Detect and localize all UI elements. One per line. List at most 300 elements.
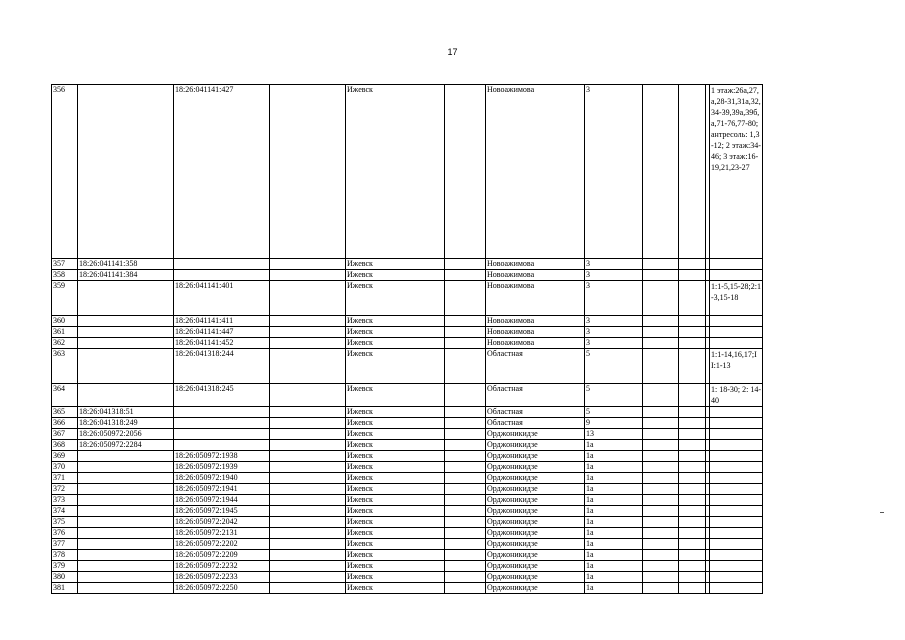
cell-city: Ижевск — [346, 440, 445, 451]
cell-cad-a — [78, 349, 174, 384]
empty-cell — [270, 572, 346, 583]
empty-cell — [445, 572, 486, 583]
cell-num: 379 — [52, 561, 78, 572]
empty-cell — [445, 495, 486, 506]
cell-city: Ижевск — [346, 338, 445, 349]
cell-house: 1а — [585, 506, 643, 517]
empty-cell — [679, 281, 706, 316]
empty-cell — [643, 429, 679, 440]
cell-rooms — [710, 270, 763, 281]
empty-cell — [445, 473, 486, 484]
empty-cell — [270, 473, 346, 484]
table-row — [52, 506, 763, 517]
cell-num: 363 — [52, 349, 78, 384]
cell-house: 1а — [585, 440, 643, 451]
cell-num: 378 — [52, 550, 78, 561]
empty-cell — [643, 484, 679, 495]
cell-rooms — [710, 539, 763, 550]
cell-cad-b — [174, 259, 270, 270]
table-row — [52, 259, 763, 270]
cell-street: Новоажимова — [486, 316, 585, 327]
empty-cell — [270, 484, 346, 495]
empty-cell — [270, 349, 346, 384]
cell-house: 3 — [585, 270, 643, 281]
empty-cell — [445, 484, 486, 495]
empty-cell — [270, 327, 346, 338]
empty-cell — [679, 484, 706, 495]
empty-cell — [270, 429, 346, 440]
cell-num: 370 — [52, 462, 78, 473]
cell-house: 1а — [585, 528, 643, 539]
cell-cad-a — [78, 338, 174, 349]
cell-street: Орджоникидзе — [486, 561, 585, 572]
empty-cell — [643, 572, 679, 583]
empty-cell — [679, 85, 706, 259]
cell-rooms: 1:1-14,16,17;II:1-13 — [710, 349, 763, 384]
table-row — [52, 270, 763, 281]
empty-cell — [445, 429, 486, 440]
cell-num: 374 — [52, 506, 78, 517]
table-row — [52, 349, 763, 384]
cell-cad-a — [78, 528, 174, 539]
empty-cell — [445, 407, 486, 418]
cell-rooms — [710, 259, 763, 270]
cell-street: Орджоникидзе — [486, 517, 585, 528]
cell-num: 368 — [52, 440, 78, 451]
table-body — [52, 85, 763, 594]
empty-cell — [643, 506, 679, 517]
cell-city: Ижевск — [346, 528, 445, 539]
cell-house: 13 — [585, 429, 643, 440]
cell-cad-a — [78, 473, 174, 484]
empty-cell — [643, 327, 679, 338]
cell-cad-a — [78, 316, 174, 327]
cell-rooms — [710, 451, 763, 462]
empty-cell — [445, 418, 486, 429]
empty-cell — [445, 327, 486, 338]
empty-cell — [679, 495, 706, 506]
cell-cad-b — [174, 440, 270, 451]
cell-city: Ижевск — [346, 349, 445, 384]
cell-house: 1а — [585, 495, 643, 506]
empty-cell — [643, 495, 679, 506]
cell-rooms — [710, 316, 763, 327]
cell-house: 5 — [585, 407, 643, 418]
cell-house: 1а — [585, 539, 643, 550]
table-row — [52, 451, 763, 462]
cell-cad-a — [78, 451, 174, 462]
cell-city: Ижевск — [346, 281, 445, 316]
cell-rooms: 1 этаж:26а,27,а,28-31,31а,32,34-39,39а,39б,а,71-76,77-80; антресоль: 1,3-12; 2 этаж:34-46; 3 этаж:16-19,21,23-27 — [710, 85, 763, 259]
cell-house: 1а — [585, 451, 643, 462]
cell-cad-b: 18:26:041141:427 — [174, 85, 270, 259]
empty-cell — [445, 550, 486, 561]
table-row — [52, 495, 763, 506]
cell-house: 3 — [585, 338, 643, 349]
cell-house: 3 — [585, 85, 643, 259]
cell-cad-a — [78, 281, 174, 316]
cell-num: 369 — [52, 451, 78, 462]
table-row — [52, 539, 763, 550]
cell-cad-a — [78, 550, 174, 561]
cell-cad-a — [78, 85, 174, 259]
cell-cad-b: 18:26:050972:2250 — [174, 583, 270, 594]
cell-house: 1а — [585, 561, 643, 572]
cell-cad-b: 18:26:041141:452 — [174, 338, 270, 349]
cell-city: Ижевск — [346, 550, 445, 561]
empty-cell — [270, 440, 346, 451]
cell-house: 1а — [585, 484, 643, 495]
cell-cad-b: 18:26:050972:2042 — [174, 517, 270, 528]
cell-street: Областная — [486, 384, 585, 407]
cell-city: Ижевск — [346, 407, 445, 418]
cell-rooms — [710, 550, 763, 561]
table-row — [52, 517, 763, 528]
cell-rooms — [710, 338, 763, 349]
empty-cell — [445, 85, 486, 259]
empty-cell — [643, 440, 679, 451]
cell-street: Орджоникидзе — [486, 462, 585, 473]
empty-cell — [643, 407, 679, 418]
empty-cell — [643, 259, 679, 270]
empty-cell — [445, 462, 486, 473]
empty-cell — [445, 539, 486, 550]
table-row — [52, 473, 763, 484]
cell-city: Ижевск — [346, 327, 445, 338]
cell-num: 375 — [52, 517, 78, 528]
cell-cad-b: 18:26:041141:401 — [174, 281, 270, 316]
cell-street: Областная — [486, 418, 585, 429]
empty-cell — [679, 550, 706, 561]
cell-street: Орджоникидзе — [486, 495, 585, 506]
cell-street: Орджоникидзе — [486, 429, 585, 440]
empty-cell — [445, 451, 486, 462]
cell-house: 9 — [585, 418, 643, 429]
empty-cell — [445, 440, 486, 451]
empty-cell — [679, 316, 706, 327]
cell-cad-b: 18:26:041141:411 — [174, 316, 270, 327]
empty-cell — [445, 583, 486, 594]
empty-cell — [679, 338, 706, 349]
empty-cell — [679, 384, 706, 407]
cell-cad-b: 18:26:050972:2209 — [174, 550, 270, 561]
cell-city: Ижевск — [346, 495, 445, 506]
empty-cell — [679, 270, 706, 281]
cell-num: 357 — [52, 259, 78, 270]
cell-city: Ижевск — [346, 270, 445, 281]
cell-rooms — [710, 495, 763, 506]
cell-rooms — [710, 561, 763, 572]
empty-cell — [445, 528, 486, 539]
cell-street: Новоажимова — [486, 327, 585, 338]
cell-cad-b — [174, 270, 270, 281]
empty-cell — [445, 270, 486, 281]
cell-num: 371 — [52, 473, 78, 484]
cell-cad-b: 18:26:041318:245 — [174, 384, 270, 407]
cell-house: 1а — [585, 462, 643, 473]
empty-cell — [679, 517, 706, 528]
table-row — [52, 281, 763, 316]
cell-cad-b: 18:26:050972:1944 — [174, 495, 270, 506]
cell-street: Орджоникидзе — [486, 473, 585, 484]
empty-cell — [679, 327, 706, 338]
cell-rooms — [710, 484, 763, 495]
empty-cell — [643, 281, 679, 316]
cell-num: 362 — [52, 338, 78, 349]
cell-house: 1а — [585, 517, 643, 528]
cell-cad-b: 18:26:050972:1939 — [174, 462, 270, 473]
cell-cad-b: 18:26:050972:2233 — [174, 572, 270, 583]
cell-house: 5 — [585, 384, 643, 407]
empty-cell — [270, 85, 346, 259]
empty-cell — [445, 338, 486, 349]
empty-cell — [445, 349, 486, 384]
cell-city: Ижевск — [346, 572, 445, 583]
cell-rooms — [710, 506, 763, 517]
cell-cad-b: 18:26:050972:2131 — [174, 528, 270, 539]
table-row — [52, 85, 763, 259]
cell-cad-b: 18:26:041318:244 — [174, 349, 270, 384]
cell-rooms — [710, 572, 763, 583]
table-row — [52, 561, 763, 572]
empty-cell — [270, 550, 346, 561]
cell-cad-a — [78, 583, 174, 594]
empty-cell — [445, 506, 486, 517]
empty-cell — [270, 462, 346, 473]
cell-rooms — [710, 517, 763, 528]
empty-cell — [643, 270, 679, 281]
cell-city: Ижевск — [346, 484, 445, 495]
cell-city: Ижевск — [346, 561, 445, 572]
cell-city: Ижевск — [346, 384, 445, 407]
cell-cad-b: 18:26:050972:1938 — [174, 451, 270, 462]
empty-cell — [445, 259, 486, 270]
cell-cad-a — [78, 572, 174, 583]
table-row — [52, 327, 763, 338]
cell-cad-b: 18:26:050972:1940 — [174, 473, 270, 484]
cell-house: 3 — [585, 281, 643, 316]
cell-city: Ижевск — [346, 517, 445, 528]
cell-cad-a — [78, 517, 174, 528]
empty-cell — [679, 583, 706, 594]
cell-cad-a — [78, 506, 174, 517]
table-row — [52, 572, 763, 583]
table-row — [52, 462, 763, 473]
empty-cell — [643, 384, 679, 407]
cell-street: Орджоникидзе — [486, 506, 585, 517]
empty-cell — [679, 259, 706, 270]
empty-cell — [270, 583, 346, 594]
empty-cell — [270, 539, 346, 550]
empty-cell — [679, 506, 706, 517]
cell-street: Орджоникидзе — [486, 583, 585, 594]
cell-city: Ижевск — [346, 506, 445, 517]
cell-num: 366 — [52, 418, 78, 429]
table-row — [52, 338, 763, 349]
cell-num: 381 — [52, 583, 78, 594]
cell-street: Новоажимова — [486, 259, 585, 270]
empty-cell — [643, 349, 679, 384]
table-row — [52, 418, 763, 429]
cell-city: Ижевск — [346, 462, 445, 473]
empty-cell — [643, 451, 679, 462]
empty-cell — [679, 407, 706, 418]
cell-city: Ижевск — [346, 429, 445, 440]
empty-cell — [445, 517, 486, 528]
empty-cell — [679, 561, 706, 572]
cell-rooms — [710, 583, 763, 594]
empty-cell — [270, 495, 346, 506]
empty-cell — [270, 384, 346, 407]
cell-house: 1а — [585, 550, 643, 561]
cell-cad-b — [174, 407, 270, 418]
cell-num: 359 — [52, 281, 78, 316]
cell-num: 364 — [52, 384, 78, 407]
empty-cell — [270, 407, 346, 418]
cell-city: Ижевск — [346, 418, 445, 429]
cell-house: 1а — [585, 583, 643, 594]
cell-cad-a — [78, 495, 174, 506]
empty-cell — [643, 517, 679, 528]
cell-rooms — [710, 407, 763, 418]
cell-street: Орджоникидзе — [486, 539, 585, 550]
table-row — [52, 583, 763, 594]
cell-rooms — [710, 473, 763, 484]
cell-city: Ижевск — [346, 259, 445, 270]
cell-cad-a — [78, 384, 174, 407]
cell-street: Орджоникидзе — [486, 528, 585, 539]
table-row — [52, 484, 763, 495]
cell-street: Орджоникидзе — [486, 440, 585, 451]
empty-cell — [679, 528, 706, 539]
empty-cell — [270, 316, 346, 327]
table-row — [52, 316, 763, 327]
empty-cell — [643, 539, 679, 550]
empty-cell — [270, 259, 346, 270]
empty-cell — [643, 561, 679, 572]
cell-cad-a: 18:26:041141:358 — [78, 259, 174, 270]
cell-street: Новоажимова — [486, 281, 585, 316]
cell-num: 372 — [52, 484, 78, 495]
cell-num: 380 — [52, 572, 78, 583]
empty-cell — [643, 338, 679, 349]
empty-cell — [679, 473, 706, 484]
empty-cell — [445, 316, 486, 327]
cell-cad-a: 18:26:041318:51 — [78, 407, 174, 418]
page-number: 17 — [447, 47, 458, 57]
cell-num: 376 — [52, 528, 78, 539]
empty-cell — [643, 528, 679, 539]
cell-num: 361 — [52, 327, 78, 338]
cell-num: 360 — [52, 316, 78, 327]
cell-cad-a: 18:26:041141:384 — [78, 270, 174, 281]
cell-street: Новоажимова — [486, 85, 585, 259]
cell-cad-b: 18:26:050972:2232 — [174, 561, 270, 572]
empty-cell — [270, 451, 346, 462]
empty-cell — [643, 473, 679, 484]
empty-cell — [679, 462, 706, 473]
cell-num: 358 — [52, 270, 78, 281]
table-row — [52, 528, 763, 539]
table-row — [52, 429, 763, 440]
table-row — [52, 440, 763, 451]
table-row — [52, 384, 763, 407]
cell-city: Ижевск — [346, 539, 445, 550]
table-row — [52, 407, 763, 418]
cell-rooms — [710, 462, 763, 473]
cell-cad-b: 18:26:050972:1941 — [174, 484, 270, 495]
cell-rooms — [710, 418, 763, 429]
cell-house: 1а — [585, 572, 643, 583]
empty-cell — [679, 418, 706, 429]
margin-mark — [880, 512, 884, 513]
cell-city: Ижевск — [346, 583, 445, 594]
cell-street: Орджоникидзе — [486, 572, 585, 583]
cell-house: 5 — [585, 349, 643, 384]
empty-cell — [643, 316, 679, 327]
cell-street: Орджоникидзе — [486, 550, 585, 561]
cell-num: 365 — [52, 407, 78, 418]
table-row — [52, 550, 763, 561]
cell-rooms — [710, 528, 763, 539]
cell-num: 367 — [52, 429, 78, 440]
cell-cad-a — [78, 327, 174, 338]
cell-city: Ижевск — [346, 473, 445, 484]
cell-cad-a: 18:26:050972:2056 — [78, 429, 174, 440]
cell-house: 3 — [585, 259, 643, 270]
cell-street: Орджоникидзе — [486, 484, 585, 495]
empty-cell — [445, 561, 486, 572]
empty-cell — [643, 583, 679, 594]
cell-cad-b — [174, 418, 270, 429]
empty-cell — [270, 528, 346, 539]
cell-street: Областная — [486, 349, 585, 384]
empty-cell — [679, 349, 706, 384]
cell-rooms — [710, 440, 763, 451]
cell-city: Ижевск — [346, 85, 445, 259]
empty-cell — [270, 338, 346, 349]
property-table — [51, 84, 763, 594]
empty-cell — [445, 281, 486, 316]
empty-cell — [643, 418, 679, 429]
cell-house: 1а — [585, 473, 643, 484]
cell-cad-b: 18:26:050972:1945 — [174, 506, 270, 517]
cell-rooms — [710, 327, 763, 338]
empty-cell — [643, 462, 679, 473]
cell-city: Ижевск — [346, 451, 445, 462]
cell-street: Областная — [486, 407, 585, 418]
cell-house: 3 — [585, 327, 643, 338]
cell-cad-b: 18:26:041141:447 — [174, 327, 270, 338]
empty-cell — [445, 384, 486, 407]
empty-cell — [270, 281, 346, 316]
cell-cad-a — [78, 462, 174, 473]
empty-cell — [679, 451, 706, 462]
cell-rooms — [710, 429, 763, 440]
empty-cell — [270, 418, 346, 429]
empty-cell — [270, 506, 346, 517]
empty-cell — [643, 85, 679, 259]
cell-cad-a: 18:26:041318:249 — [78, 418, 174, 429]
cell-num: 377 — [52, 539, 78, 550]
empty-cell — [270, 517, 346, 528]
empty-cell — [679, 539, 706, 550]
cell-city: Ижевск — [346, 316, 445, 327]
cell-street: Орджоникидзе — [486, 451, 585, 462]
cell-cad-a — [78, 539, 174, 550]
empty-cell — [270, 561, 346, 572]
empty-cell — [270, 270, 346, 281]
